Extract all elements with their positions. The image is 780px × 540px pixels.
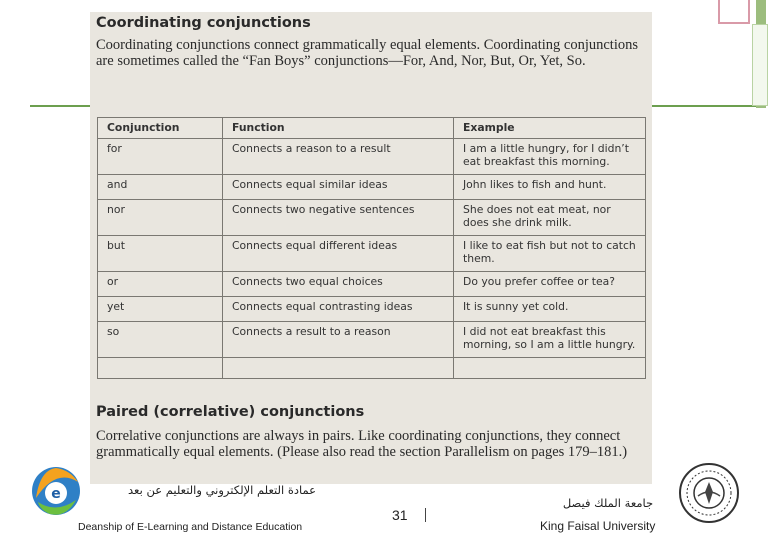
coordinating-paragraph: Coordinating conjunctions connect grammatically equal elements. Coordinating conjunctions are sometimes called the “Fan Boys” conjunctions—For, And, Nor, But, Or, Yet, So. — [96, 37, 639, 69]
header-example: Example — [454, 118, 646, 139]
table-row — [98, 236, 646, 272]
conjunction-table — [97, 117, 646, 379]
cell-conjunction: but — [98, 236, 223, 272]
slide-number-divider — [425, 508, 426, 522]
cell-example: I did not eat breakfast this morning, so I am a little hungry. — [454, 322, 646, 358]
cell-function: Connects two negative sentences — [223, 200, 454, 236]
cell-example: I like to eat fish but not to catch them. — [454, 236, 646, 272]
cell-conjunction: and — [98, 175, 223, 200]
textbook-scan — [90, 12, 652, 484]
paired-paragraph: Correlative conjunctions are always in pairs. Like coordinating conjunctions, they connect grammatically equal elements. (Please also read the section Parallelism on pages 179–181.) — [96, 428, 628, 460]
university-english-name: King Faisal University — [540, 519, 656, 533]
decorative-green-box — [752, 24, 768, 106]
cell-example: John likes to fish and hunt. — [454, 175, 646, 200]
cell-conjunction: for — [98, 139, 223, 175]
elearning-globe-logo — [26, 460, 86, 520]
cell-conjunction: so — [98, 322, 223, 358]
cell-function: Connects equal different ideas — [223, 236, 454, 272]
cell-function: Connects two equal choices — [223, 272, 454, 297]
cell-example: I am a little hungry, for I didn’t eat breakfast this morning. — [454, 139, 646, 175]
cell-example: Do you prefer coffee or tea? — [454, 272, 646, 297]
cell-function: Connects a reason to a result — [223, 139, 454, 175]
header-function: Function — [223, 118, 454, 139]
svg-text:e: e — [51, 486, 61, 502]
cell-example: She does not eat meat, nor does she drink milk. — [454, 200, 646, 236]
deanship-english-name: Deanship of E-Learning and Distance Education — [78, 521, 303, 533]
slide-number: 31 — [392, 507, 408, 523]
table-row — [98, 297, 646, 322]
table-row — [98, 175, 646, 200]
table-row — [98, 200, 646, 236]
cell-conjunction: or — [98, 272, 223, 297]
cell-conjunction: nor — [98, 200, 223, 236]
paired-heading: Paired (correlative) conjunctions — [96, 404, 365, 420]
table-row — [98, 322, 646, 358]
university-arabic-name: جامعة الملك فيصل — [562, 496, 654, 510]
cell-example: It is sunny yet cold. — [454, 297, 646, 322]
table-row — [98, 272, 646, 297]
cell-function: Connects equal contrasting ideas — [223, 297, 454, 322]
university-seal-icon — [678, 462, 740, 524]
decorative-pink-box — [718, 0, 750, 24]
cell-function: Connects equal similar ideas — [223, 175, 454, 200]
deanship-arabic-name: عمادة التعلم الإلكتروني والتعليم عن بعد — [128, 483, 316, 497]
header-conjunction: Conjunction — [98, 118, 223, 139]
table-row — [98, 139, 646, 175]
table-empty-row — [98, 358, 646, 379]
table-header-row — [98, 118, 646, 139]
coordinating-heading: Coordinating conjunctions — [96, 15, 311, 31]
cell-conjunction: yet — [98, 297, 223, 322]
cell-function: Connects a result to a reason — [223, 322, 454, 358]
